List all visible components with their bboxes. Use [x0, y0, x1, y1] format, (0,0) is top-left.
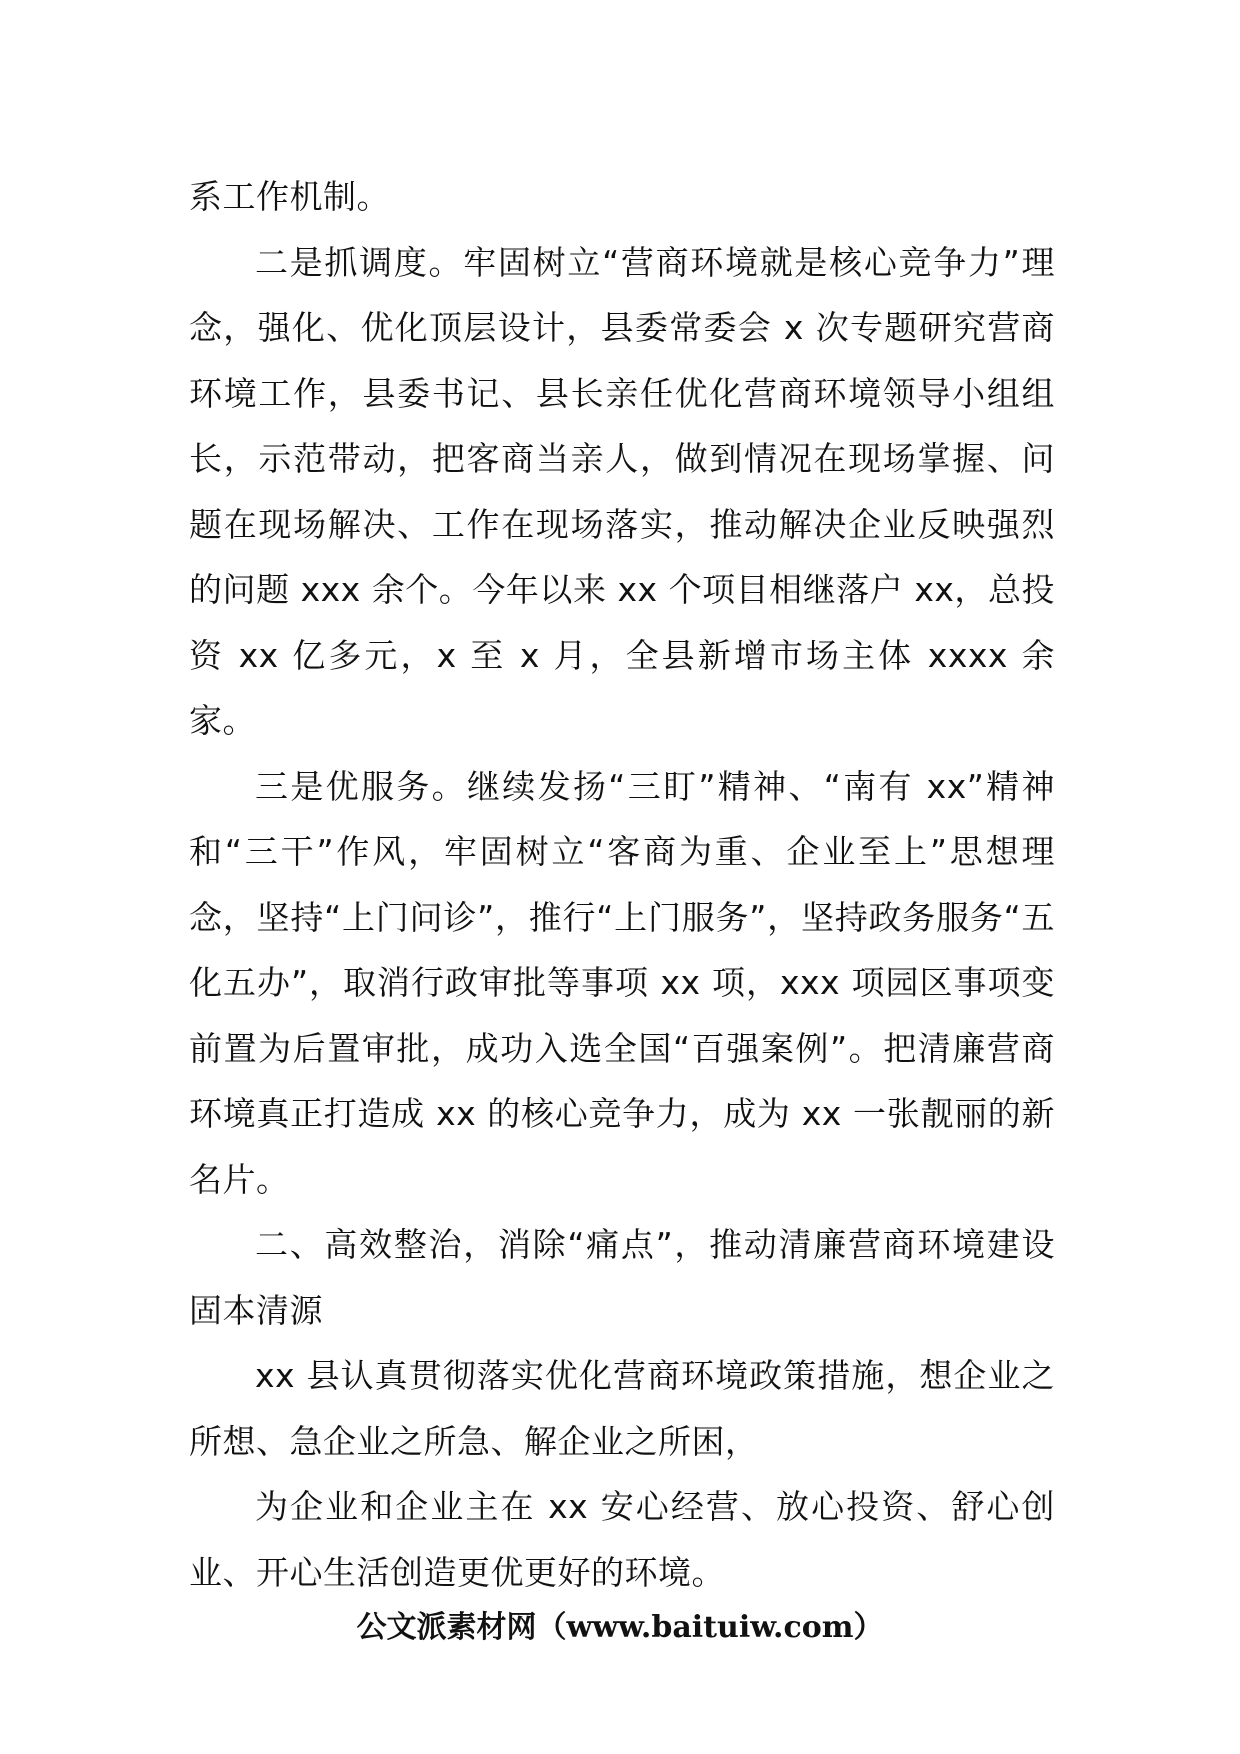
document-body: [189, 164, 1055, 1605]
paragraph-1: 系工作机制。: [189, 177, 390, 216]
footer-watermark-text: 公文派素材网（www.baituiw.com）: [356, 1610, 884, 1645]
section-heading: 二、高效整治，消除“痛点”，推动清廉营商环境建设固本清源: [189, 1225, 1055, 1330]
paragraph-6: 为企业和企业主在 xx 安心经营、放心投资、舒心创业、开心生活创造更优更好的环境。: [189, 1487, 1055, 1592]
paragraph-3: 三是优服务。继续发扬“三盯”精神、“南有 xx”精神和“三干”作风，牢固树立“客商为重、企业至上”思想理念，坚持“上门问诊”，推行“上门服务”，坚持政务服务“五化五办”，取消行政审批等事项 xx 项，xxx 项园区事项变前置为后置审批，成功入选全国“百强案例”。把清廉营商环境真正打造成 xx 的核心竞争力，成为 xx 一张靓丽的新名片。: [189, 766, 1055, 1199]
paragraph-5: xx 县认真贯彻落实优化营商环境政策措施，想企业之所想、急企业之所急、解企业之所困，: [189, 1356, 1055, 1461]
paragraph-2: 二是抓调度。牢固树立“营商环境就是核心竞争力”理念，强化、优化顶层设计，县委常委会 x 次专题研究营商环境工作，县委书记、县长亲任优化营商环境领导小组组长，示范带动，把客商当亲人，做到情况在现场掌握、问题在现场解决、工作在现场落实，推动解决企业反映强烈的问题 xxx 余个。今年以来 xx 个项目相继落户 xx，总投资 xx 亿多元，x 至 x 月，全县新增市场主体 xxxx 余家。: [189, 242, 1055, 740]
